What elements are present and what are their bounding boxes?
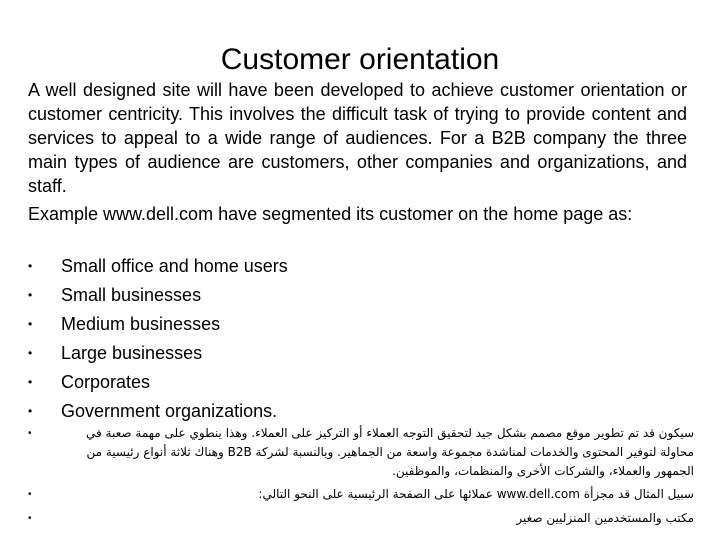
intro-paragraph: A well designed site will have been developed to achieve customer orientation or customer centricity. This involves the difficult task of trying to provide content and services to appeal to a wide range of audiences. For a B2B company the three main types of audience are customers, other companies and organizations, and staff. — [28, 80, 687, 196]
bullet-icon: • — [28, 404, 33, 418]
arabic-translation-list — [28, 424, 694, 533]
arabic-list-item — [28, 485, 694, 509]
arabic-segment-label: مكتب والمستخدمين المنزليين صغير — [516, 511, 694, 525]
arabic-example-line: سبيل المثال قد مجزأة www.dell.com عملائها على الصفحة الرئيسية على النحو التالي: — [258, 487, 694, 501]
list-item — [28, 370, 688, 399]
arabic-list-item — [28, 509, 694, 533]
bullet-icon: • — [28, 346, 33, 360]
bullet-icon: • — [28, 317, 33, 331]
list-item-label: Small office and home users — [61, 256, 288, 276]
list-item-label: Government organizations. — [61, 401, 278, 421]
bullet-icon: • — [28, 428, 32, 439]
arabic-list-item — [28, 424, 694, 481]
list-item — [28, 283, 688, 312]
bullet-icon: • — [28, 375, 33, 389]
list-item-label: Large businesses — [61, 343, 203, 363]
bullet-icon: • — [28, 489, 32, 500]
list-item-label: Medium businesses — [61, 314, 221, 334]
list-item-label: Corporates — [61, 372, 151, 392]
bullet-icon: • — [28, 259, 33, 273]
list-item — [28, 312, 688, 341]
slide-title: Customer orientation — [220, 43, 500, 76]
arabic-paragraph: سيكون قد تم تطوير موقع مصمم بشكل جيد لتحقيق التوجه العملاء أو التركيز على العملاء. وهذا ينطوي على مهمة صعبة في محاولة لتوفير المحتوى والخدمات لمناشدة مجموعة واسعة من الجماهير. وبالنسبة لشركة B2B وهناك ثلاثة أنواع رئيسية من الجمهور والعملاء، والشركات الأخرى والمنظمات، والموظفين. — [86, 426, 694, 478]
example-paragraph: Example www.dell.com have segmented its customer on the home page as: — [28, 204, 633, 224]
bullet-icon: • — [28, 288, 33, 302]
list-item — [28, 254, 688, 283]
bullet-icon: • — [28, 513, 32, 524]
segment-list — [28, 254, 688, 428]
list-item — [28, 341, 688, 370]
list-item-label: Small businesses — [61, 285, 202, 305]
